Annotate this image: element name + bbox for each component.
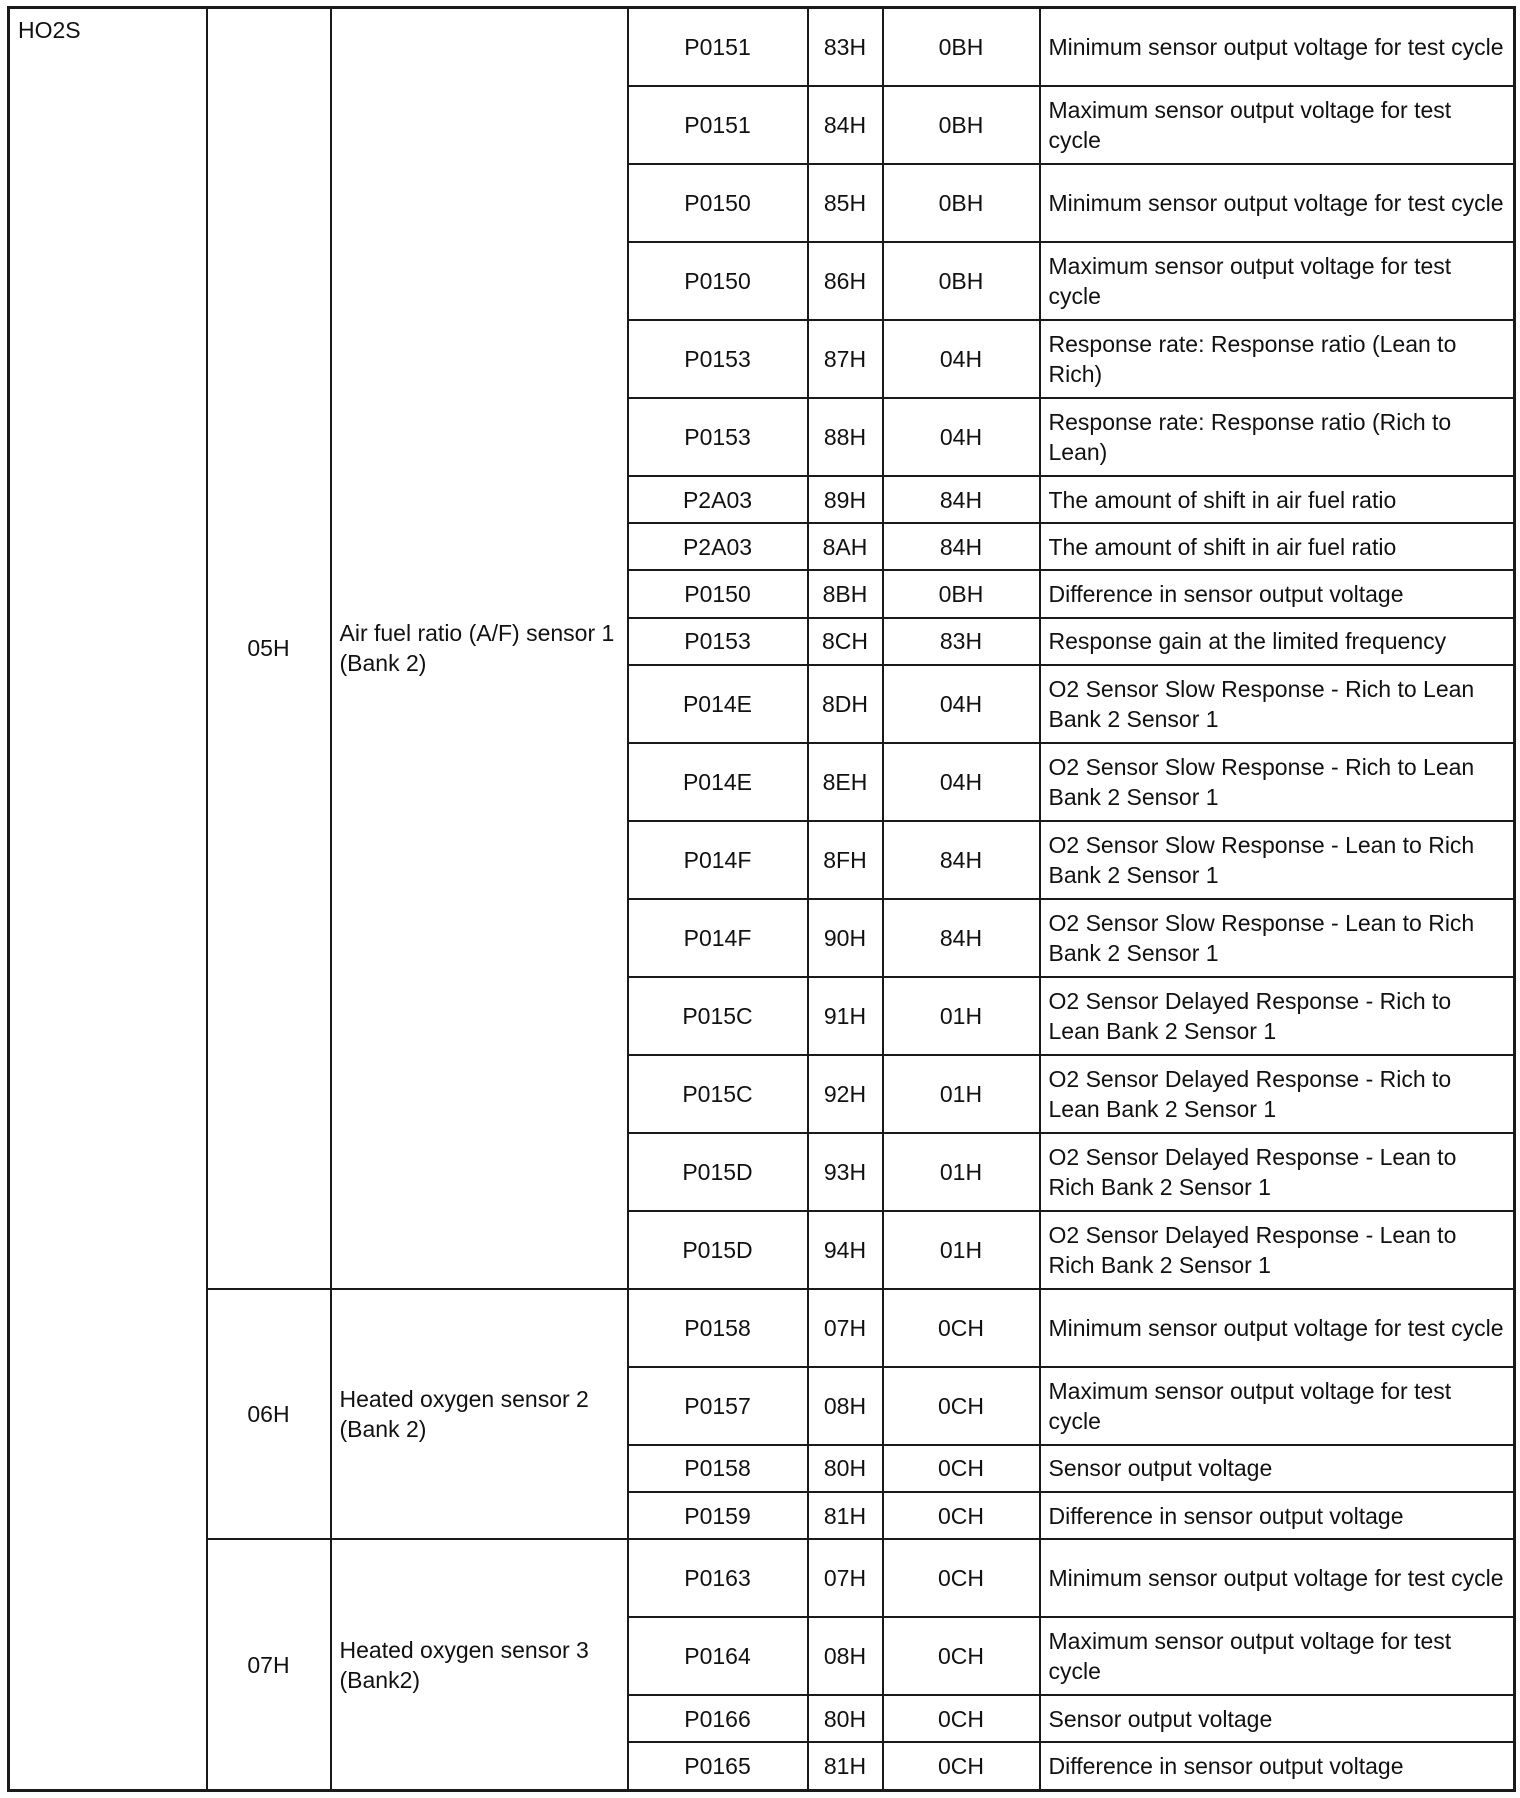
unit-id-cell: 83H <box>883 618 1040 665</box>
monitor-id-cell: 06H <box>207 1289 331 1539</box>
unit-id-cell: 84H <box>883 523 1040 570</box>
unit-id-cell: 0BH <box>883 570 1040 617</box>
dtc-cell: P014F <box>628 821 808 899</box>
test-id-cell: 91H <box>808 977 883 1055</box>
description-cell: Maximum sensor output voltage for test cycle <box>1040 86 1515 164</box>
dtc-cell: P0151 <box>628 86 808 164</box>
test-id-cell: 81H <box>808 1492 883 1539</box>
description-cell: Sensor output voltage <box>1040 1695 1515 1742</box>
description-cell: O2 Sensor Slow Response - Lean to Rich Bank 2 Sensor 1 <box>1040 821 1515 899</box>
dtc-cell: P0165 <box>628 1742 808 1790</box>
test-id-cell: 94H <box>808 1211 883 1289</box>
dtc-cell: P014E <box>628 665 808 743</box>
test-id-cell: 84H <box>808 86 883 164</box>
dtc-cell: P0163 <box>628 1539 808 1617</box>
monitor-name-cell: Heated oxygen sensor 3 (Bank2) <box>331 1539 628 1790</box>
dtc-cell: P0153 <box>628 320 808 398</box>
unit-id-cell: 01H <box>883 1133 1040 1211</box>
test-id-cell: 86H <box>808 242 883 320</box>
description-cell: Response rate: Response ratio (Lean to Rich) <box>1040 320 1515 398</box>
unit-id-cell: 0CH <box>883 1492 1040 1539</box>
description-cell: Maximum sensor output voltage for test cycle <box>1040 1367 1515 1445</box>
description-cell: Maximum sensor output voltage for test cycle <box>1040 242 1515 320</box>
test-id-cell: 92H <box>808 1055 883 1133</box>
description-cell: Difference in sensor output voltage <box>1040 570 1515 617</box>
dtc-cell: P0159 <box>628 1492 808 1539</box>
dtc-cell: P0151 <box>628 8 808 87</box>
test-id-cell: 07H <box>808 1289 883 1367</box>
category-cell: HO2S <box>9 8 207 1791</box>
description-cell: Minimum sensor output voltage for test cycle <box>1040 1539 1515 1617</box>
description-cell: O2 Sensor Slow Response - Rich to Lean Bank 2 Sensor 1 <box>1040 743 1515 821</box>
test-id-cell: 80H <box>808 1695 883 1742</box>
dtc-cell: P0150 <box>628 242 808 320</box>
dtc-cell: P015D <box>628 1133 808 1211</box>
monitor-name-cell: Heated oxygen sensor 2 (Bank 2) <box>331 1289 628 1539</box>
unit-id-cell: 0CH <box>883 1742 1040 1790</box>
dtc-cell: P014F <box>628 899 808 977</box>
test-id-cell: 90H <box>808 899 883 977</box>
monitor-name-cell: Air fuel ratio (A/F) sensor 1 (Bank 2) <box>331 8 628 1289</box>
dtc-cell: P0158 <box>628 1445 808 1492</box>
description-cell: The amount of shift in air fuel ratio <box>1040 523 1515 570</box>
description-cell: O2 Sensor Delayed Response - Rich to Lean Bank 2 Sensor 1 <box>1040 977 1515 1055</box>
test-id-cell: 81H <box>808 1742 883 1790</box>
table-row <box>9 1289 1515 1367</box>
description-cell: Minimum sensor output voltage for test cycle <box>1040 164 1515 242</box>
description-cell: O2 Sensor Delayed Response - Rich to Lean Bank 2 Sensor 1 <box>1040 1055 1515 1133</box>
dtc-cell: P0164 <box>628 1617 808 1695</box>
description-cell: O2 Sensor Slow Response - Lean to Rich Bank 2 Sensor 1 <box>1040 899 1515 977</box>
dtc-cell: P0150 <box>628 164 808 242</box>
unit-id-cell: 0BH <box>883 8 1040 87</box>
test-id-cell: 8DH <box>808 665 883 743</box>
unit-id-cell: 0CH <box>883 1289 1040 1367</box>
description-cell: O2 Sensor Delayed Response - Lean to Rich Bank 2 Sensor 1 <box>1040 1211 1515 1289</box>
test-id-cell: 88H <box>808 398 883 476</box>
dtc-cell: P015D <box>628 1211 808 1289</box>
unit-id-cell: 0CH <box>883 1367 1040 1445</box>
dtc-cell: P015C <box>628 1055 808 1133</box>
test-id-cell: 08H <box>808 1367 883 1445</box>
table-row <box>9 1539 1515 1617</box>
test-id-cell: 93H <box>808 1133 883 1211</box>
unit-id-cell: 04H <box>883 398 1040 476</box>
dtc-cell: P2A03 <box>628 523 808 570</box>
unit-id-cell: 0BH <box>883 164 1040 242</box>
unit-id-cell: 0BH <box>883 86 1040 164</box>
unit-id-cell: 0CH <box>883 1617 1040 1695</box>
description-cell: Difference in sensor output voltage <box>1040 1742 1515 1790</box>
test-id-cell: 08H <box>808 1617 883 1695</box>
description-cell: O2 Sensor Delayed Response - Lean to Rich Bank 2 Sensor 1 <box>1040 1133 1515 1211</box>
dtc-cell: P2A03 <box>628 476 808 523</box>
dtc-cell: P0157 <box>628 1367 808 1445</box>
test-id-cell: 8AH <box>808 523 883 570</box>
unit-id-cell: 0CH <box>883 1445 1040 1492</box>
dtc-cell: P0166 <box>628 1695 808 1742</box>
test-id-cell: 8BH <box>808 570 883 617</box>
unit-id-cell: 01H <box>883 1211 1040 1289</box>
monitor-id-cell: 07H <box>207 1539 331 1790</box>
unit-id-cell: 84H <box>883 821 1040 899</box>
dtc-cell: P014E <box>628 743 808 821</box>
description-cell: The amount of shift in air fuel ratio <box>1040 476 1515 523</box>
dtc-cell: P015C <box>628 977 808 1055</box>
dtc-cell: P0158 <box>628 1289 808 1367</box>
unit-id-cell: 0BH <box>883 242 1040 320</box>
description-cell: Maximum sensor output voltage for test cycle <box>1040 1617 1515 1695</box>
test-id-cell: 87H <box>808 320 883 398</box>
description-cell: Sensor output voltage <box>1040 1445 1515 1492</box>
description-cell: O2 Sensor Slow Response - Rich to Lean Bank 2 Sensor 1 <box>1040 665 1515 743</box>
description-cell: Minimum sensor output voltage for test cycle <box>1040 8 1515 87</box>
test-id-cell: 8FH <box>808 821 883 899</box>
description-cell: Response rate: Response ratio (Rich to Lean) <box>1040 398 1515 476</box>
monitor-test-table <box>7 6 1516 1792</box>
dtc-cell: P0150 <box>628 570 808 617</box>
unit-id-cell: 0CH <box>883 1695 1040 1742</box>
unit-id-cell: 0CH <box>883 1539 1040 1617</box>
unit-id-cell: 01H <box>883 1055 1040 1133</box>
unit-id-cell: 04H <box>883 665 1040 743</box>
test-id-cell: 07H <box>808 1539 883 1617</box>
test-id-cell: 8CH <box>808 618 883 665</box>
table-row <box>9 8 1515 87</box>
description-cell: Response gain at the limited frequency <box>1040 618 1515 665</box>
unit-id-cell: 04H <box>883 320 1040 398</box>
dtc-cell: P0153 <box>628 398 808 476</box>
description-cell: Difference in sensor output voltage <box>1040 1492 1515 1539</box>
description-cell: Minimum sensor output voltage for test cycle <box>1040 1289 1515 1367</box>
test-id-cell: 89H <box>808 476 883 523</box>
monitor-id-cell: 05H <box>207 8 331 1289</box>
unit-id-cell: 84H <box>883 476 1040 523</box>
test-id-cell: 85H <box>808 164 883 242</box>
test-id-cell: 83H <box>808 8 883 87</box>
unit-id-cell: 01H <box>883 977 1040 1055</box>
unit-id-cell: 84H <box>883 899 1040 977</box>
test-id-cell: 8EH <box>808 743 883 821</box>
unit-id-cell: 04H <box>883 743 1040 821</box>
dtc-cell: P0153 <box>628 618 808 665</box>
test-id-cell: 80H <box>808 1445 883 1492</box>
